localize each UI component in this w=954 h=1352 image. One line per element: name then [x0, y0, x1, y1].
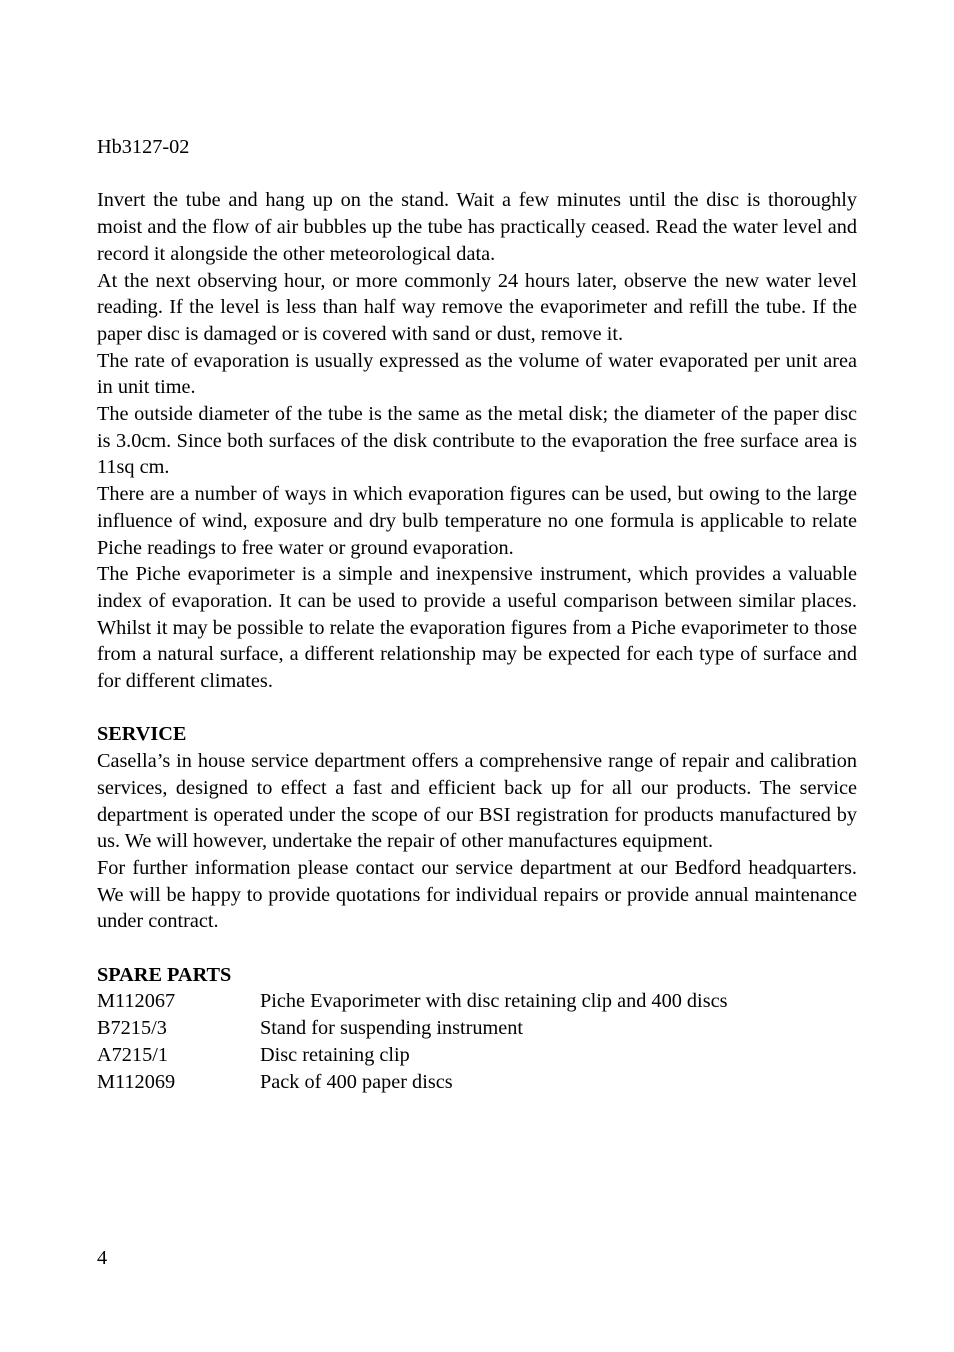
part-description: Pack of 400 paper discs: [260, 1070, 453, 1093]
intro-paragraph-6: The Piche evaporimeter is a simple and inexpensive instrument, which provides a valuable index of evaporation. It can be used to provide a useful comparison between similar places. Whilst it may be possible to relate the evaporation figures from a Piche evaporimeter to those from a natural surface, a different relationship may be expected for each type of surface and for different climates.: [97, 563, 857, 693]
part-code: A7215/1: [97, 1043, 168, 1066]
table-row: [97, 1069, 727, 1096]
intro-paragraph-3: The rate of evaporation is usually expressed as the volume of water evaporated per unit area in unit time.: [97, 349, 857, 399]
table-row: [97, 1042, 727, 1069]
part-description: Stand for suspending instrument: [260, 1017, 524, 1040]
table-row: [97, 1015, 727, 1042]
service-paragraph-2: For further information please contact our service department at our Bedford headquarters. We will be happy to provide quotations for individual repairs or provide annual maintenance under contract.: [97, 856, 857, 933]
part-code: B7215/3: [97, 1017, 167, 1040]
spare-parts-table: [97, 988, 727, 1095]
part-code: M112067: [97, 990, 176, 1013]
spacer: [97, 695, 857, 722]
service-paragraph-1: Casella’s in house service department offers a comprehensive range of repair and calibration services, designed to effect a fast and efficient back up for all our products. The service department is operated under the scope of our BSI registration for products manufactured by us. We will however, undertake the repair of other manufactures equipment.: [97, 750, 857, 853]
spare-parts-section: [97, 962, 857, 1096]
spare-parts-heading: SPARE PARTS: [97, 963, 232, 986]
document-code: Hb3127-02: [97, 136, 190, 158]
intro-paragraph-4: The outside diameter of the tube is the same as the metal disk; the diameter of the paper disc is 3.0cm. Since both surfaces of the disk contribute to the evaporation the free surface area is 11sq cm.: [97, 403, 857, 479]
service-section: [97, 721, 857, 935]
part-code: M112069: [97, 1070, 176, 1093]
spacer: [97, 935, 857, 962]
service-heading: SERVICE: [97, 723, 187, 746]
table-row: [97, 988, 727, 1015]
intro-paragraph-1: Invert the tube and hang up on the stand. Wait a few minutes until the disc is thoroughly moist and the flow of air bubbles up the tube has practically ceased. Read the water level and record it alongside the other meteorological data.: [97, 189, 857, 265]
document-page: [97, 134, 857, 1095]
intro-section: [97, 187, 857, 694]
part-description: Piche Evaporimeter with disc retaining clip and 400 discs: [260, 990, 728, 1013]
part-description: Disc retaining clip: [260, 1043, 410, 1066]
intro-paragraph-2: At the next observing hour, or more commonly 24 hours later, observe the new water level reading. If the level is less than half way remove the evaporimeter and refill the tube. If the paper disc is damaged or is covered with sand or dust, remove it.: [97, 269, 857, 345]
intro-paragraph-5: There are a number of ways in which evaporation figures can be used, but owing to the large influence of wind, exposure and dry bulb temperature no one formula is applicable to relate Piche readings to free water or ground evaporation.: [97, 483, 857, 559]
page-number: 4: [97, 1247, 108, 1269]
